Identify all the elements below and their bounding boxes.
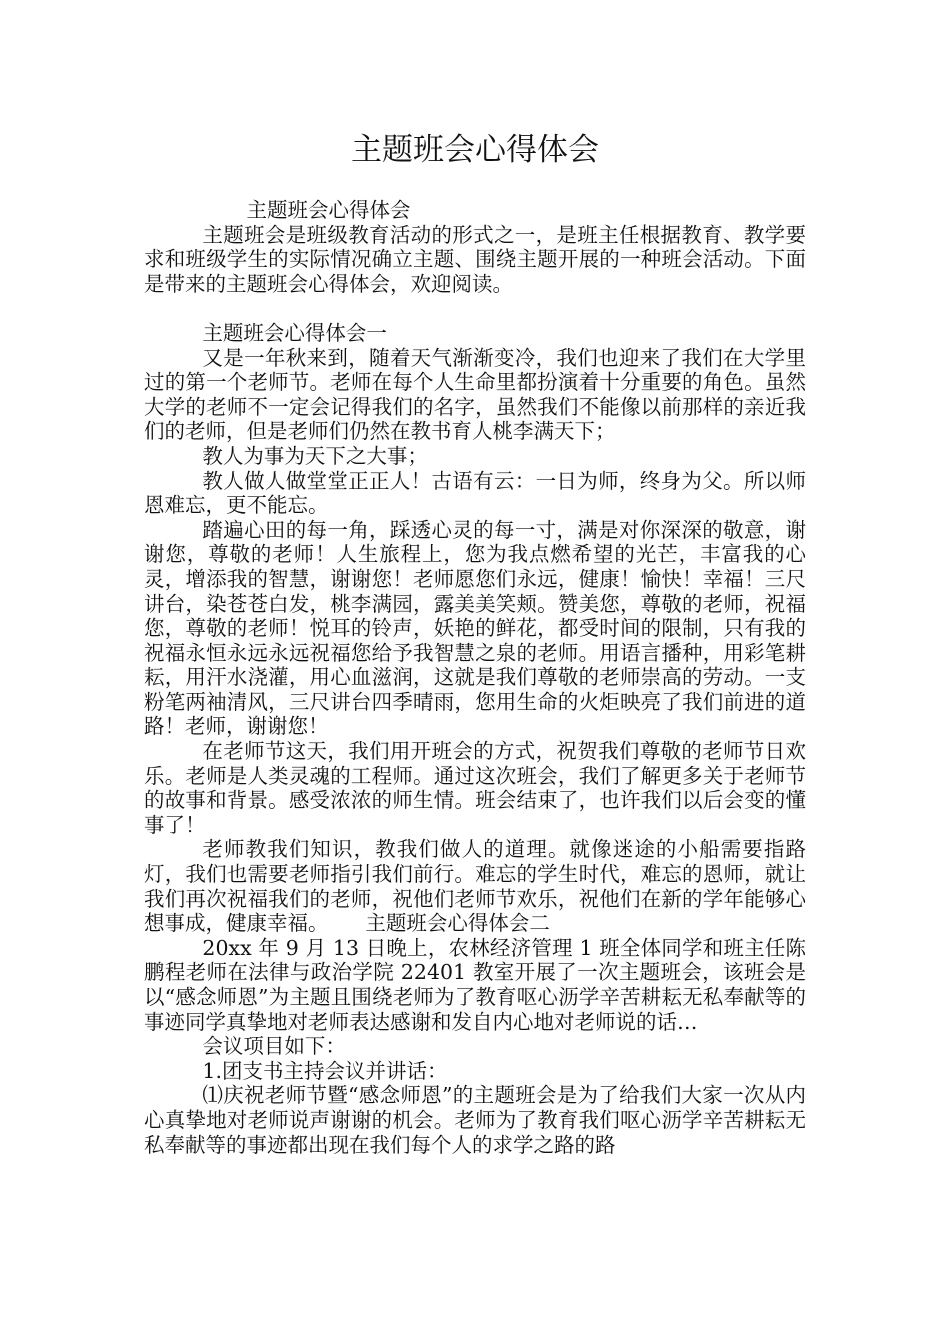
blank-line (144, 296, 806, 321)
paragraph: ⑴庆祝老师节暨“感念师恩”的主题班会是为了给我们大家一次从内心真挚地对老师说声谢谢的机会。老师为了教育我们呕心沥学辛苦耕耘无私奉献等的事迹都出现在我们每个人的求学之路的路 (144, 1083, 806, 1157)
section-heading-two: 主题班会心得体会二 (365, 911, 550, 936)
paragraph: 1.团支书主持会议并讲话： (202, 1058, 448, 1083)
paragraph: 教人为事为天下之大事； (202, 443, 428, 468)
paragraph: 教人做人做堂堂正正人！古语有云：一日为师，终身为父。所以师恩难忘，更不能忘。 (144, 468, 806, 518)
intro-paragraph: 主题班会是班级教育活动的形式之一，是班主任根据教育、教学要求和班级学生的实际情况确立主题、围绕主题开展的一种班会活动。下面是带来的主题班会心得体会，欢迎阅读。 (144, 222, 806, 296)
paragraph-text: 老师教我们知识，教我们做人的道理。就像迷途的小船需要指路灯，我们也需要老师指引我们前行。难忘的学生时代，难忘的恩师，就让我们再次祝福我们的老师，祝他们老师节欢乐，祝他们在新的学年能够心想事成，健康幸福。 (144, 837, 806, 936)
document-body (144, 198, 806, 1157)
paragraph: 又是一年秋来到，随着天气渐渐变冷，我们也迎来了我们在大学里过的第一个老师节。老师在每个人生命里都扮演着十分重要的角色。虽然大学的老师不一定会记得我们的名字，虽然我们不能像以前那样的亲近我们的老师，但是老师们仍然在教书育人桃李满天下； (144, 345, 806, 444)
paragraph: 在老师节这天，我们用开班会的方式，祝贺我们尊敬的老师节日欢乐。老师是人类灵魂的工程师。通过这次班会，我们了解更多关于老师节的故事和背景。感受浓浓的师生情。班会结束了，也许我们以后会变的懂事了！ (144, 739, 806, 837)
paragraph: 踏遍心田的每一角，踩透心灵的每一寸，满是对你深深的敬意，谢谢您，尊敬的老师！人生旅程上，您为我点燃希望的光芒，丰富我的心灵，增添我的智慧，谢谢您！老师愿您们永远，健康！愉快！幸福！三尺讲台，染苍苍白发，桃李满园，露美美笑颊。赞美您，尊敬的老师，祝福您，尊敬的老师！悦耳的铃声，妖艳的鲜花，都受时间的限制，只有我的祝福永恒永远永远祝福您给予我智慧之泉的老师。用语言播种，用彩笔耕耘，用汗水浇灌，用心血滋润，这就是我们尊敬的老师崇高的劳动。一支粉笔两袖清风，三尺讲台四季晴雨，您用生命的火炬映亮了我们前进的道路！老师，谢谢您！ (144, 517, 806, 739)
paragraph: 20xx 年 9 月 13 日晚上，农林经济管理 1 班全体同学和班主任陈鹏程老师在法律与政治学院 22401 教室开展了一次主题班会，该班会是以“感念师恩”为主题且围绕老师为了教育呕心沥学辛苦耕耘无私奉献等的事迹同学真挚地对老师表达感谢和发自内心地对老师说的话… (144, 935, 806, 1034)
paragraph: 会议项目如下： (202, 1034, 346, 1059)
document-subtitle: 主题班会心得体会 (246, 198, 411, 222)
paragraph (144, 837, 806, 935)
section-heading-one: 主题班会心得体会一 (202, 320, 387, 345)
document-title: 主题班会心得体会 (351, 132, 599, 168)
